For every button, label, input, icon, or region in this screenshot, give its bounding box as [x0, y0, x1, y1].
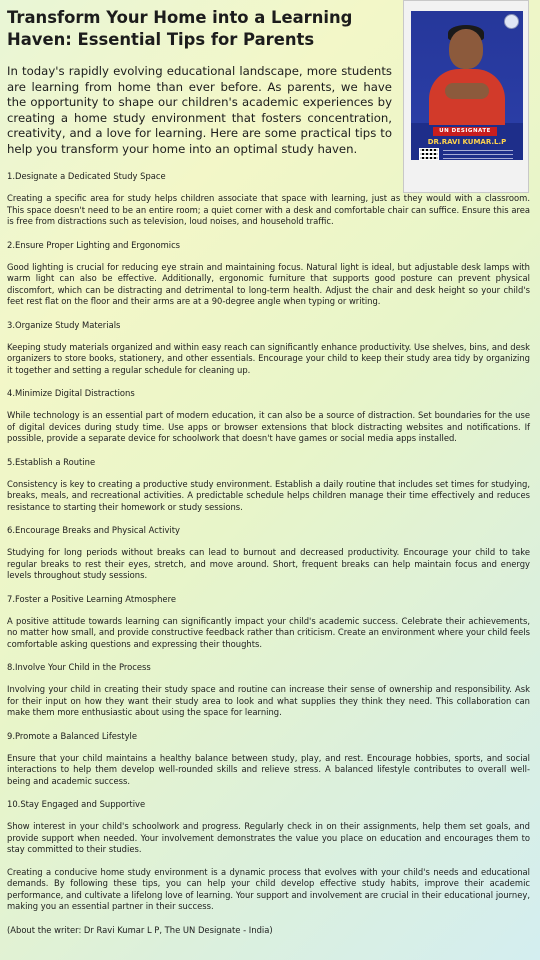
- author-face: [449, 29, 483, 69]
- poster-name: DR.RAVI KUMAR.L.P: [427, 138, 507, 146]
- section-5: [7, 456, 530, 514]
- author-photo: [411, 11, 523, 123]
- section-paragraph: Involving your child in creating their study space and routine can increase their sense of ownership and responsibility. Ask for their input on how they want their study area to look and what supplies they think they need. This collaboration can make them more enthusiastic about using the space for learning.: [7, 684, 530, 717]
- section-2: [7, 239, 530, 308]
- section-paragraph: A positive attitude towards learning can significantly impact your child's academic success. Celebrate their achievements, no matter how small, and provide constructive feedback rather than criticism. Create an environment where your child feels comfortable asking questions and expressing their thoughts.: [7, 615, 530, 649]
- section-heading: 10.Stay Engaged and Supportive: [7, 799, 146, 809]
- section-heading: 7.Foster a Positive Learning Atmosphere: [7, 593, 176, 604]
- author-hands: [445, 83, 489, 99]
- section-heading: 5.Establish a Routine: [7, 456, 96, 467]
- article-title: Transform Your Home into a Learning Haven: Essential Tips for Parents: [7, 8, 353, 49]
- section-heading: 4.Minimize Digital Distractions: [7, 388, 135, 398]
- section-paragraph: Consistency is key to creating a productive study environment. Establish a daily routine that includes set times for studying, breaks, meals, and recreational activities. A predictable schedule helps children manage their time effectively and reduces resistance to starting their homework or study sessions.: [7, 478, 530, 512]
- section-paragraph: Studying for long periods without breaks can lead to burnout and decreased productivity. Encourage your child to take regular breaks to rest their eyes, stretch, and move around. Short, frequent breaks can help maintain focus and energy levels throughout study sessions.: [7, 547, 530, 580]
- author-poster-image: [403, 0, 529, 193]
- section-paragraph: Keeping study materials organized and within easy reach can significantly enhance productivity. Use shelves, bins, and desk organizers to store books, stationery, and other essentials. Encourage your child to keep their study area tidy by organizing it together and setting a regular schedule for cleaning up.: [7, 341, 530, 375]
- section-heading: 6.Encourage Breaks and Physical Activity: [7, 525, 180, 535]
- section-heading: 2.Ensure Proper Lighting and Ergonomics: [7, 239, 181, 250]
- section-heading: 8.Involve Your Child in the Process: [7, 662, 151, 672]
- section-3: [7, 319, 530, 377]
- section-10: [7, 798, 530, 856]
- poster-fine-print: [443, 149, 513, 160]
- section-heading: 1.Designate a Dedicated Study Space: [7, 171, 166, 181]
- section-paragraph: Good lighting is crucial for reducing eye strain and maintaining focus. Natural light is ideal, but adjustable desk lamps with warm light can also be effective. Additionally, ergonomic furniture that supports good posture can prevent physical discomfort, which can be distracting and detrimental to long-term health. Adjust the chair and desk height so your child's feet rest flat on the floor and their arms are at a 90-degree angle when typing or writing.: [7, 261, 530, 306]
- section-paragraph: Ensure that your child maintains a healthy balance between study, play, and rest. Encourage hobbies, sports, and social interactions to help them develop well-rounded skills and relieve stress. A balanced lifestyle contributes to overall well-being and academic success.: [7, 752, 530, 786]
- section-paragraph: While technology is an essential part of modern education, it can also be a source of distraction. Set boundaries for the use of digital devices during study time. Use apps or browser extensions that block distracting websites and notifications. If possible, provide a separate device for schoolwork that doesn't have games or social media apps installed.: [7, 410, 530, 443]
- section-7: [7, 593, 530, 651]
- article-intro: In today's rapidly evolving educational landscape, more students are learning from home than ever before. As parents, we have the opportunity to shape our children's academic experiences by creating a home study environment that fosters concentration, creativity, and a love for learning. Here are some practical tips to help you transform your home into an optimal study haven.: [7, 64, 392, 156]
- section-8: [7, 661, 530, 719]
- poster-card: [411, 11, 523, 160]
- article-body: [7, 170, 530, 936]
- article-conclusion: Creating a conducive home study environment is a dynamic process that evolves with your child's needs and educational demands. By following these tips, you can help your child develop effective study habits, improve their academic performance, and cultivate a lifelong love of learning. Your support and involvement are crucial in their educational journey, making you an essential partner in their success.: [7, 866, 530, 911]
- section-heading: 9.Promote a Balanced Lifestyle: [7, 730, 138, 741]
- section-6: [7, 524, 530, 582]
- section-paragraph: Creating a specific area for study helps children associate that space with learning, just as they would with a classroom. This space doesn't need to be an entire room; a quiet corner with a desk and comfortable chair can suffice. Ensure this area is free from distractions such as television, loud noises, and household traffic.: [7, 193, 530, 226]
- section-1: [7, 170, 530, 228]
- section-heading: 3.Organize Study Materials: [7, 319, 121, 330]
- qr-code-icon: [419, 148, 439, 160]
- un-emblem-icon: [504, 14, 519, 29]
- section-9: [7, 730, 530, 788]
- section-4: [7, 387, 530, 445]
- section-paragraph: Show interest in your child's schoolwork and progress. Regularly check in on their assignments, help them set goals, and provide support when needed. Your involvement demonstrates the value you place on education and encourages them to stay committed to their studies.: [7, 821, 530, 854]
- poster-badge: UN DESIGNATE: [433, 127, 497, 136]
- author-note: (About the writer: Dr Ravi Kumar L P, The UN Designate - India): [7, 924, 273, 935]
